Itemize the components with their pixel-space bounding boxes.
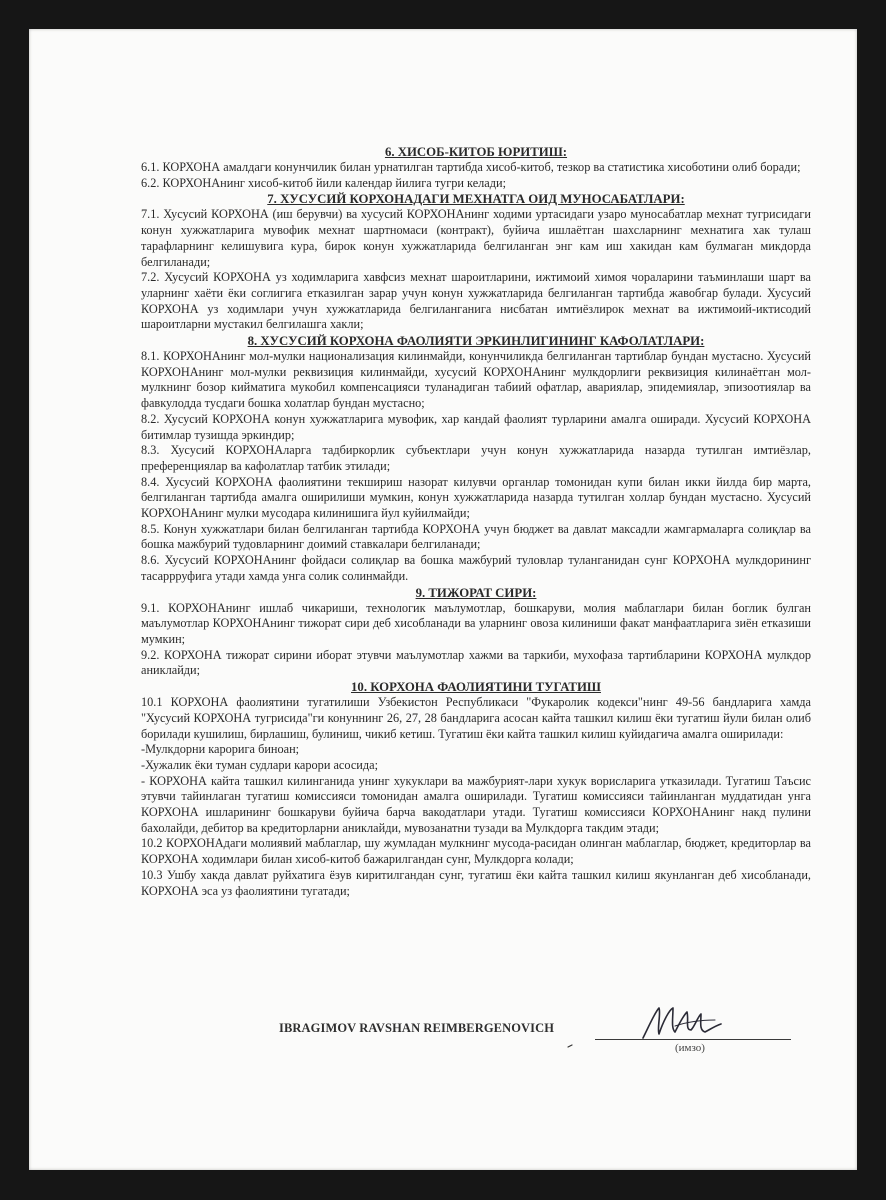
section-10-heading: 10. КОРХОНА ФАОЛИЯТИНИ ТУГАТИШ [351,680,601,695]
list-item-owner-decision: -Мулкдорни карорига биноан; [141,742,300,757]
section-7-heading: 7. ХУСУСИЙ КОРХОНАДАГИ МЕХНАТГА ОИД МУНОСАБАТЛАРИ: [267,192,685,207]
paragraph-10-1: 10.1 КОРХОНА фаолиятини тугатилиши Узбекистон Республикаси "Фукаролик кодекси"нинг 49-56 бандларига хамда "Хусусий КОРХОНА тугрисида"ги конуннинг 26, 27, 28 бандларига асосан кайта ташкил килиш ёки тугатиш йули билан олиб борилади кушилиш, бирлашиш, булиниш, чикиб кетиш. Тугатиш ёки кайта ташкил килиш куйидагича амалга оширилади: [141,695,811,741]
paragraph-10-3: 10.3 Ушбу хакда давлат руйхатига ёзув киритилгандан сунг, тугатиш ёки кайта ташкил килиш якунланган деб хисобланади, КОРХОНА эса уз фаолиятини тугатади; [141,867,811,898]
paragraph-reorganization: - КОРХОНА кайта ташкил килинганида унинг хукуклари ва мажбурият-лари хукук ворисларига утказилади. Тугатиш Таъсис этувчи тайинлаган тугатиш комиссияси томонидан амалга оширилади. Тугатиш комиссияси тайинланган муддатидан унга КОРХОНА ишларининг бошкаруви буйича барча вакодатлари утади. Тугатиш комиссияси КОРХОНАнинг накд пулини бахолайди, дебитор ва кредиторларни аниклайди, мувозанатни тузади ва Мулкдорга такдим этади; [141,773,811,835]
paragraph-8-4: 8.4. Хусусий КОРХОНА фаолиятини текшириш назорат килувчи органлар томонидан купи билан икки йилда бир марта, белгиланган тартибда амалга оширилиши мумкин, конун хужжатларида назарда тутилган холлар бундан мустасно. Хусусий КОРХОНАнинг мулки мусодара килинишига йул куйилмайди; [141,474,811,521]
paragraph-8-3: 8.3. Хусусий КОРХОНАларга тадбиркорлик субъектлари учун конун хужжатларида назарда тутилган имтиёзлар, преференциялар ва кафолатлар татбик этилади; [141,443,811,473]
paragraph-9-1: 9.1. КОРХОНАнинг ишлаб чикариши, технологик маълумотлар, бошкаруви, молия маблаглари билан боглик булган маълумотлар КОРХОНАнинг тижорат сири деб хисобланади ва уларнинг овоза килиниши факат манфаатларига зиён етказиши мумкин; [141,600,811,646]
document-page [29,29,857,1170]
paragraph-9-2: 9.2. КОРХОНА тижорат сирини иборат этувчи маълумотлар хажми ва таркиби, мухофаза тартибларини КОРХОНА мулкдор аниклайди; [141,647,811,678]
signature-caption: (имзо) [675,1042,705,1054]
section-6-heading: 6. ХИСОБ-КИТОБ ЮРИТИШ: [384,145,568,159]
stray-ink-mark [567,1044,573,1048]
list-item-court-decision: -Хужалик ёки туман судлари карори асосида; [141,757,379,772]
handwritten-signature [635,1000,725,1044]
document-body [141,144,811,899]
signatory-name: IBRAGIMOV RAVSHAN REIMBERGENOVICH [279,1021,555,1035]
paragraph-7-2: 7.2. Хусусий КОРХОНА уз ходимларига хавфсиз мехнат шароитларини, ижтимоий химоя чораларини таъминлаши шарт ва уларнинг хаёти ёки соглигига етказилган зарар учун конун хужжатларида белгиланган тартибда жавобгар булади. Хусусий КОРХОНА уз ходимлари учун хужжатларида белгиланганига нисбатан имтиёзлирок мехнат ва ижтимоий-иктисодий шароитларни мустакил белгилашга хакли; [141,270,811,332]
section-8-heading: 8. ХУСУСИЙ КОРХОНА ФАОЛИЯТИ ЭРКИНЛИГИНИНГ КАФОЛАТЛАРИ: [247,334,705,349]
paragraph-8-5: 8.5. Конун хужжатлари билан белгиланган тартибда КОРХОНА учун бюджет ва давлат максадли жамгармаларга солиқлар ва бошка мажбурий тудовларнинг доимий ставкалари белгиланади; [141,521,811,552]
paragraph-7-1: 7.1. Хусусий КОРХОНА (иш берувчи) ва хусусий КОРХОНАнинг ходими уртасидаги узаро муносабатлар мехнат тугрисидаги конун хужжатларига мувофик мехнат шартномаси (контракт), буйича ишлаётган шахсларнинг мехнатига хак тулаш тарафларнинг келишувига кура, бирок конун хужжатларида белгиланган энг кам иш хакидан кам булмаган микдорда белгиланади; [141,207,811,269]
section-9-heading: 9. ТИЖОРАТ СИРИ: [415,585,537,600]
paragraph-8-6: 8.6. Хусусий КОРХОНАнинг фойдаси солиқлар ва бошка мажбурий туловлар туланганидан сунг КОРХОНА мулкдорининг тасаррруфига утади хамда унга солик солинмайди. [141,553,811,583]
paragraph-6-2: 6.2. КОРХОНАнинг хисоб-китоб йили календар йилига тугри келади; [141,175,507,190]
paragraph-8-1: 8.1. КОРХОНАнинг мол-мулки национализация килинмайди, конунчиликда белгиланган тартиблар бундан мустасно. Хусусий КОРХОНАнинг мол-мулки реквизиция килинмайди, хусусий КОРХОНАнинг мулкдорлиги реквизиция килинаётган мол-мулкнинг бозор кийматига мукобил компенсацияси туланадиган табиий офатлар, авариялар, эпидемиялар, эпизоотиялар ва фавкулодда тусдаги бошка холатлар бундан мустасно; [141,349,811,411]
signature-block [279,1018,799,1058]
paragraph-10-2: 10.2 КОРХОНАдаги молиявий маблаглар, шу жумладан мулкнинг мусода-расидан олинган маблаглар, бюджет, кредиторлар ва КОРХОНА ходимлари билан хисоб-китоб бажарилгандан сунг, Мулкдорга колади; [141,836,811,867]
paragraph-6-1: 6.1. КОРХОНА амалдаги конунчилик билан урнатилган тартибда хисоб-китоб, тезкор ва статистика хисоботини олиб боради; [141,160,801,174]
paragraph-8-2: 8.2. Хусусий КОРХОНА конун хужжатларига мувофик, хар кандай фаолият турларини амалга оширади. Хусусий КОРХОНА битимлар тузишда эркиндир; [141,411,811,442]
